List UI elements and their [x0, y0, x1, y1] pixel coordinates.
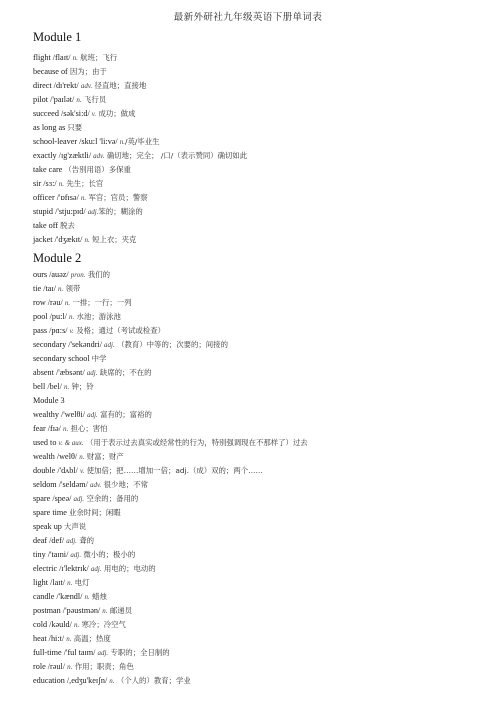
vocab-entry: fear /fɪə/ n. 担心；害怕 — [33, 424, 108, 433]
vocab-entry: deaf /def/ adj. 聋的 — [33, 536, 95, 545]
vocab-entry: flight /flaɪt/ n. 航班；飞行 — [33, 53, 118, 62]
vocab-entry: full-time /'ful taɪm/ adj. 专职的；全日制的 — [33, 648, 170, 657]
vocab-entry: electric /ɪ'lektrɪk/ adj. 用电的；电动的 — [33, 564, 156, 573]
vocab-entry: ours /auəz/ pron. 我们的 — [33, 270, 110, 279]
vocab-entry: jacket /'dʒækɪt/ n. 短上衣；夹克 — [33, 235, 137, 244]
module-heading: Module 1 — [33, 30, 82, 44]
vocab-entry: absent /'æbsənt/ adj. 缺席的；不在的 — [33, 368, 152, 377]
module-heading: Module 3 — [33, 396, 65, 405]
vocab-entry: pilot /'paɪlət/ n. 飞行员 — [33, 95, 107, 104]
vocab-entry: take care （告别用语）多保重 — [33, 165, 131, 174]
vocab-entry: row /rəu/ n. 一排；一行；一列 — [33, 298, 132, 307]
vocab-entry: officer /'ɒfɪsə/ n. 军官；官员；警察 — [33, 193, 148, 202]
vocab-entry: light /laɪt/ n. 电灯 — [33, 578, 90, 587]
document-title: 最新外研社九年级英语下册单词表 — [173, 13, 323, 23]
vocab-entry: bell /bel/ n. 钟；铃 — [33, 382, 94, 391]
vocab-entry: spare time 业余时间；闲暇 — [33, 508, 121, 517]
vocab-entry: secondary /'sekəndri/ adj. （教育）中等的；次要的；间接的 — [33, 340, 228, 349]
vocab-entry: school-leaver /sku:l 'li:və/ n./英/毕业生 — [33, 137, 160, 146]
vocab-entry: wealthy /'welθi/ adj. 富有的；富裕的 — [33, 410, 152, 419]
vocab-entry: wealth /welθ/ n. 财富；财产 — [33, 452, 124, 461]
vocab-entry: because of 因为；由于 — [33, 67, 107, 76]
vocab-entry: succeed /sək'si:d/ v. 成功；做成 — [33, 109, 136, 118]
vocab-entry: as long as 只要 — [33, 123, 83, 132]
vocab-entry: speak up 大声说 — [33, 522, 87, 531]
vocab-entry: sir /sɜ:/ n. 先生；长官 — [33, 179, 104, 188]
vocab-entry: used to v. & aux. （用于表示过去真实或经常性的行为，特别强调现在不那样了）过去 — [33, 438, 308, 447]
vocab-entry: double /'dʌbl/ v. 使加倍；把……增加一倍；adj.（成）双的；两个…… — [33, 466, 263, 475]
vocab-entry: cold /kəuld/ n. 寒冷；冷空气 — [33, 620, 126, 629]
vocab-entry: pass /pɑ:s/ v. 及格；通过（考试或检查） — [33, 326, 165, 335]
vocab-entry: secondary school 中学 — [33, 354, 107, 363]
module-heading: Module 2 — [33, 251, 82, 265]
vocab-entry: role /rəul/ n. 作用；职责；角色 — [33, 662, 134, 671]
vocab-entry: heat /hi:t/ n. 高温；热度 — [33, 634, 111, 643]
vocab-entry: education /,edʒu'keɪʃn/ n. （个人的）教育；学业 — [33, 676, 191, 685]
vocab-entry: take off 脱去 — [33, 221, 75, 230]
vocab-entry: seldom /'seldəm/ adv. 很少地；不常 — [33, 480, 149, 489]
vocab-entry: candle /'kændl/ n. 蜡烛 — [33, 592, 107, 601]
vocab-entry: pool /pu:l/ n. 水池；游泳池 — [33, 312, 121, 321]
vocab-entry: spare /speə/ adj. 空余的；备用的 — [33, 494, 139, 503]
vocab-entry: postman /'pəustmən/ n. 邮递员 — [33, 606, 133, 615]
vocab-entry: tie /taɪ/ n. 领带 — [33, 284, 81, 293]
vocab-entry: direct /dɪ'rekt/ adv. 径直地；直接地 — [33, 81, 147, 90]
vocab-entry: stupid /'stju:pɪd/ adj.笨的；糊涂的 — [33, 207, 143, 216]
vocab-entry: exactly /ɪg'zæktli/ adv. 确切地；完全； /口/（表示赞同）确切如此 — [33, 151, 248, 160]
vocab-entry: tiny /'taɪni/ adj. 微小的；极小的 — [33, 550, 136, 559]
